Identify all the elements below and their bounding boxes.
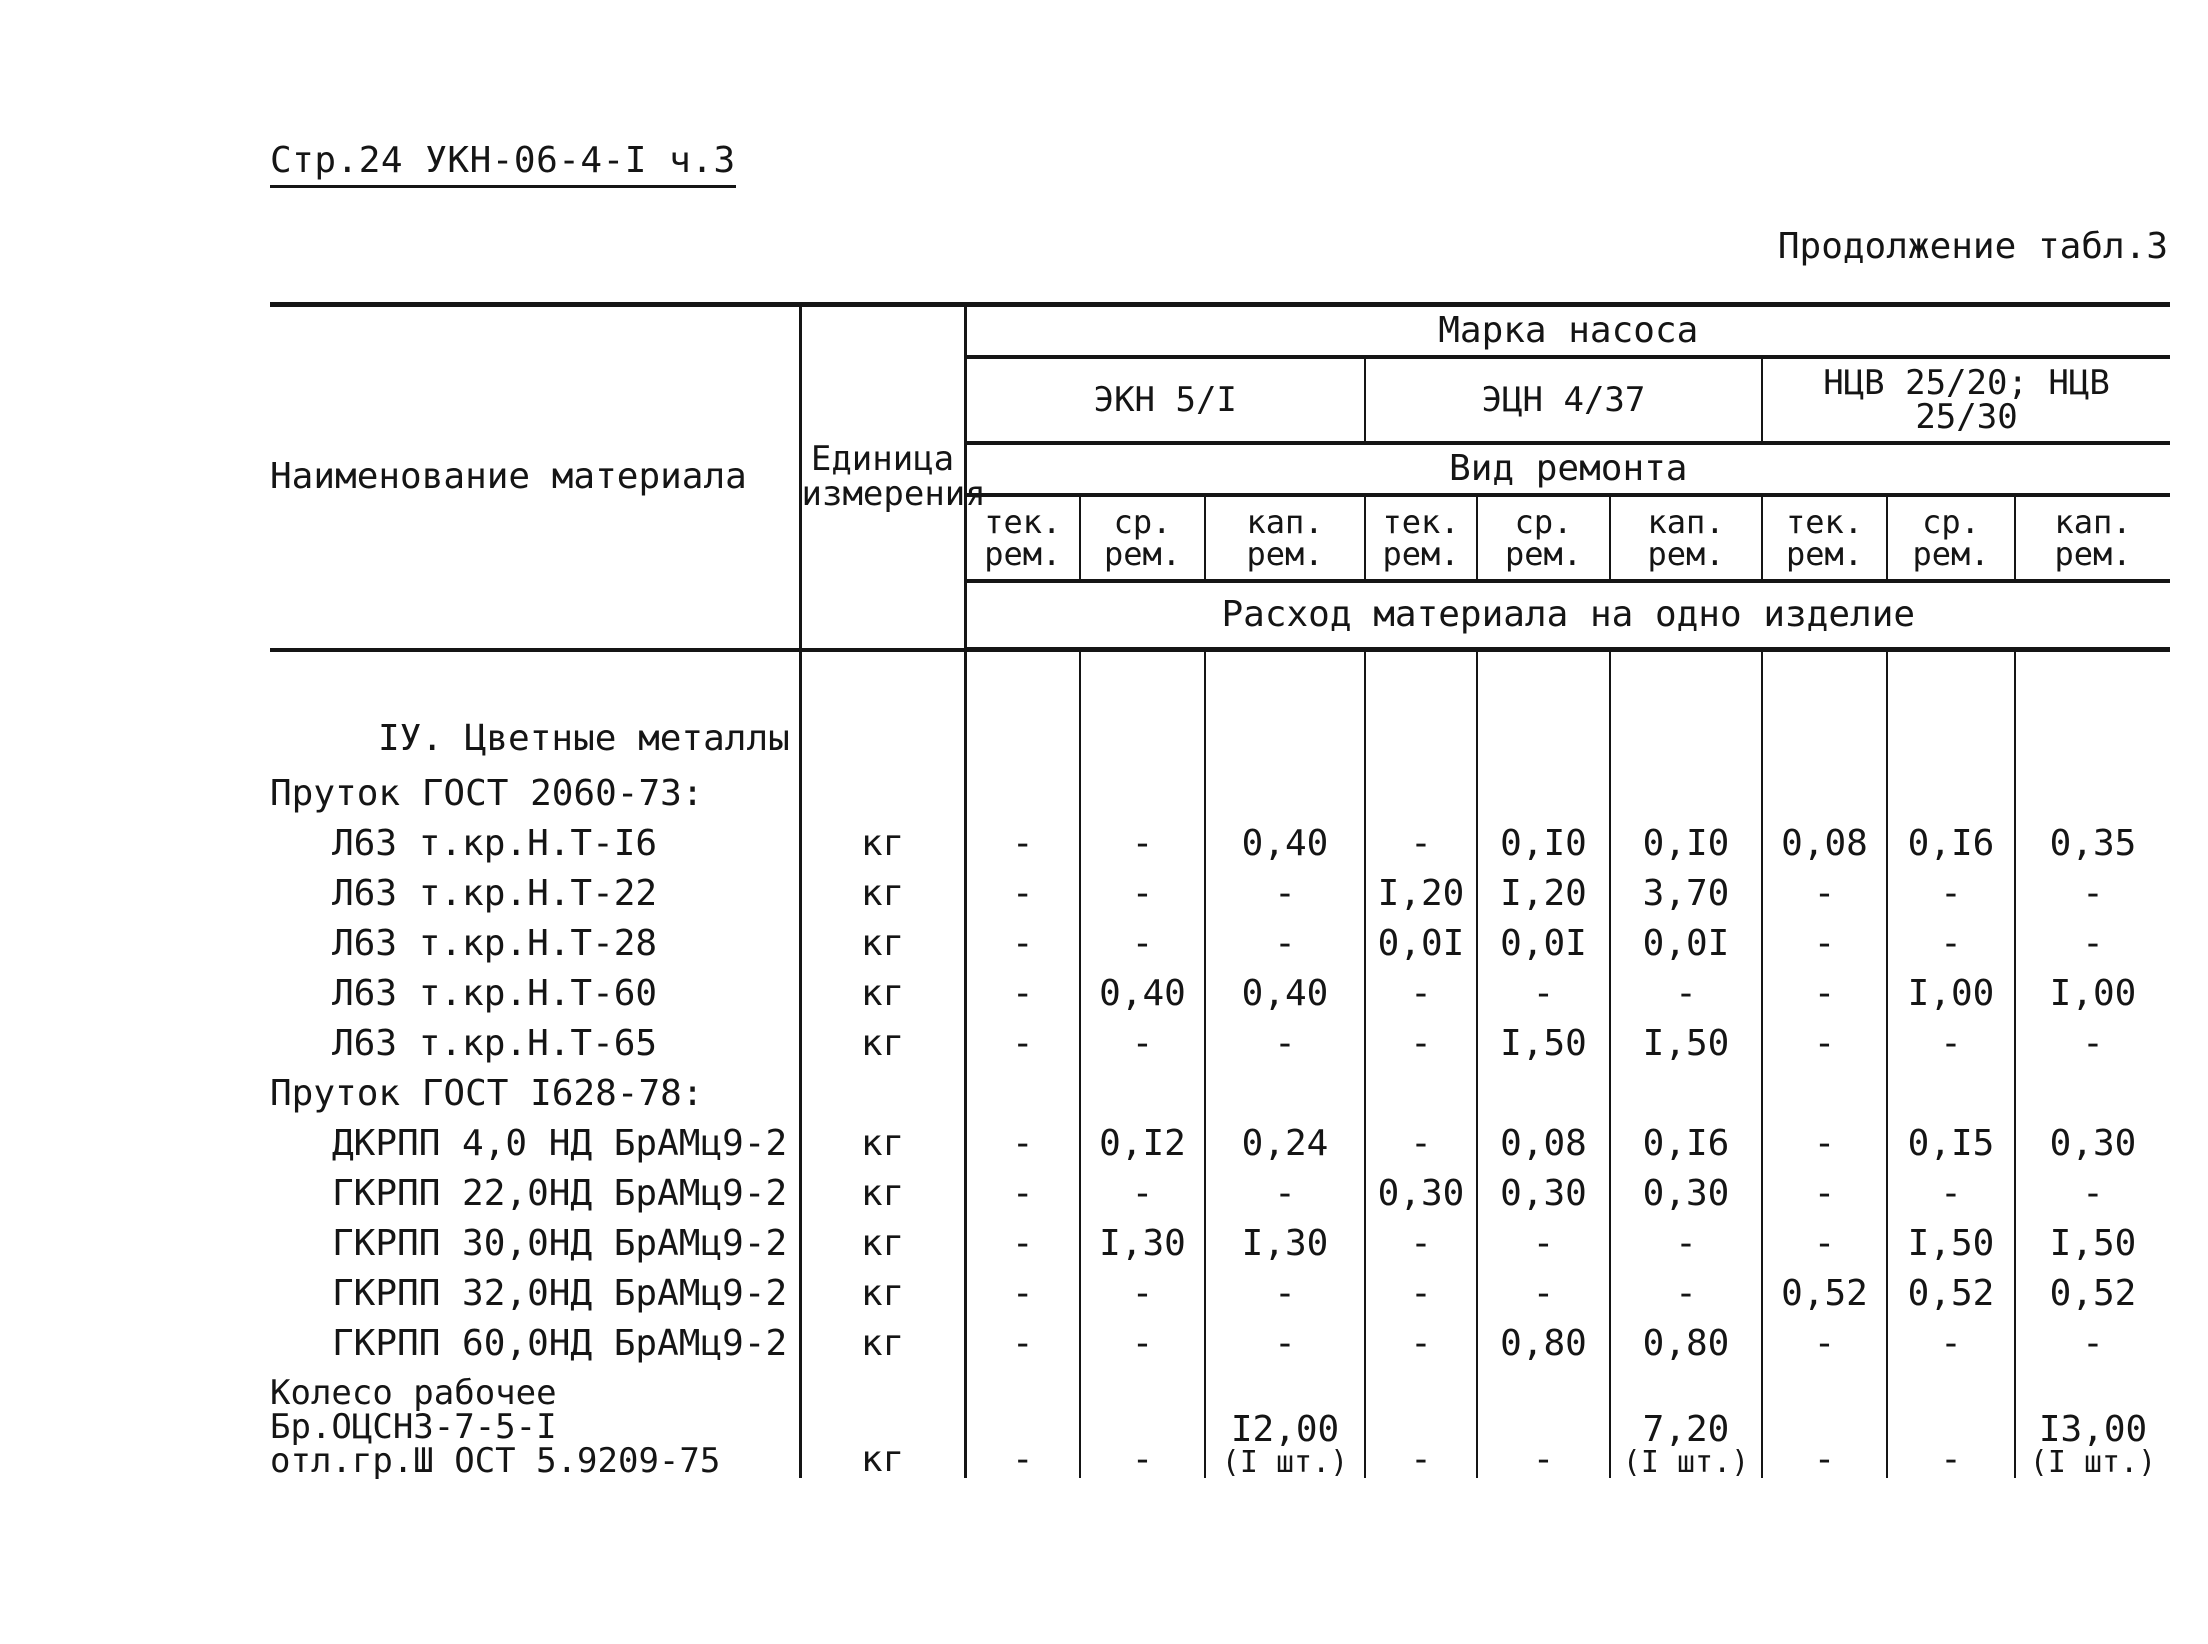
- value-text: -: [1410, 1439, 1432, 1480]
- value-cell: -: [1365, 1018, 1477, 1068]
- value-cell: -: [1365, 1218, 1477, 1268]
- value-text: -: [1131, 1439, 1154, 1480]
- material-name: [270, 650, 800, 709]
- value-text: -: [1813, 1439, 1836, 1480]
- repair-header: кап. рем.: [1205, 495, 1365, 581]
- value-cell: -: [1887, 1018, 2015, 1068]
- value-cell: 0,30: [2049, 1122, 2137, 1164]
- table-row: [270, 1168, 2170, 1218]
- value-cell: I,20: [1365, 868, 1477, 918]
- value-cell: 0,08: [1762, 818, 1887, 868]
- value-cell: -: [1080, 1268, 1205, 1318]
- value-cell: [1610, 1368, 1762, 1478]
- value-cell: -: [1365, 818, 1477, 868]
- material-name-text: ГКРПП 60,0НД БрАМц9-2: [332, 1322, 788, 1364]
- material-name-text: Л63 т.кр.Н.Т-60: [332, 972, 658, 1014]
- value-cell: [2015, 650, 2170, 709]
- value-cell: [1080, 1068, 1205, 1118]
- value-cell: [1080, 768, 1205, 818]
- table-row: [270, 1118, 2170, 1168]
- table-continuation-label: Продолжение табл.3: [1777, 226, 2168, 267]
- value-cell: -: [965, 1218, 1080, 1268]
- value-cell: -: [1365, 1318, 1477, 1368]
- value-cell: -: [2082, 1022, 2104, 1064]
- value-cell: -: [1610, 968, 1762, 1018]
- value-cell: [1477, 768, 1610, 818]
- value-cell: -: [1762, 968, 1887, 1018]
- unit-cell: кг: [800, 1318, 965, 1368]
- value-cell: -: [1762, 1318, 1887, 1368]
- value-cell: 0,0I: [1477, 918, 1610, 968]
- unit-cell: кг: [800, 1218, 965, 1268]
- value-cell: -: [1080, 818, 1205, 868]
- material-name: [270, 1318, 800, 1368]
- value-cell: [1365, 650, 1477, 709]
- value-cell: -: [2082, 1322, 2104, 1364]
- value-cell: [965, 650, 1080, 709]
- value-cell: -: [1365, 968, 1477, 1018]
- material-name-line: отл.гр.Ш ОСТ 5.9209-75: [270, 1441, 721, 1481]
- value-cell: I,50: [1477, 1018, 1610, 1068]
- table-row: [270, 1268, 2170, 1318]
- repair-header: тек. рем.: [1365, 495, 1477, 581]
- value-cell: [1080, 1368, 1205, 1478]
- value-cell: I,50: [1610, 1018, 1762, 1068]
- value-cell: -: [1477, 968, 1610, 1018]
- value-cell: [965, 708, 1080, 768]
- value-cell: -: [1365, 1118, 1477, 1168]
- value-cell: [1887, 1068, 2015, 1118]
- value-cell: -: [1762, 1218, 1887, 1268]
- repair-header: кап. рем.: [2015, 495, 2170, 581]
- value-cell: [1610, 650, 1762, 709]
- unit-cell: кг: [800, 968, 965, 1018]
- value-cell: 0,I2: [1080, 1118, 1205, 1168]
- value-cell: -: [1080, 1168, 1205, 1218]
- value-cell: 0,08: [1477, 1118, 1610, 1168]
- value-cell: [1365, 768, 1477, 818]
- unit-cell: кг: [800, 1368, 965, 1478]
- value-cell: -: [2082, 922, 2104, 964]
- value-cell: [965, 1368, 1080, 1478]
- value-cell: -: [1080, 1318, 1205, 1368]
- value-cell: [1477, 708, 1610, 768]
- value-cell: 0,I5: [1887, 1118, 2015, 1168]
- value-cell: 0,0I: [1365, 918, 1477, 968]
- value-cell: [1610, 708, 1762, 768]
- material-name: [270, 1218, 800, 1268]
- unit-cell: кг: [800, 1118, 965, 1168]
- table-row: [270, 1368, 2170, 1478]
- value-cell: [1762, 708, 1887, 768]
- material-name-text: Л63 т.кр.Н.Т-22: [332, 872, 658, 914]
- unit-cell: [800, 1068, 965, 1118]
- value-cell: 0,30: [1610, 1168, 1762, 1218]
- page-reference: Стр.24 УКН-06-4-I ч.3: [270, 140, 736, 188]
- value-cell: 0,80: [1610, 1318, 1762, 1368]
- value-cell: [1477, 1368, 1610, 1478]
- repair-header: тек. рем.: [1762, 495, 1887, 581]
- materials-table: [270, 302, 2170, 1481]
- value-cell: I,50: [2049, 1222, 2137, 1264]
- repair-header: ср. рем.: [1477, 495, 1610, 581]
- material-name: [270, 708, 800, 768]
- value-cell: -: [2082, 872, 2104, 914]
- value-cell: [2015, 768, 2170, 818]
- value-cell: -: [1887, 1168, 2015, 1218]
- value-cell: -: [1762, 1168, 1887, 1218]
- table-row: [270, 1068, 2170, 1118]
- table-row: [270, 1218, 2170, 1268]
- value-cell: [965, 1068, 1080, 1118]
- value-cell: I,50: [1887, 1218, 2015, 1268]
- material-name-text: ГКРПП 32,0НД БрАМц9-2: [332, 1272, 788, 1314]
- value-cell: [1080, 708, 1205, 768]
- pump-header-ekn: ЭКН 5/I: [965, 357, 1365, 443]
- value-cell: -: [965, 1168, 1080, 1218]
- value-cell: [1762, 650, 1887, 709]
- value-cell: [1610, 1068, 1762, 1118]
- material-name: [270, 1368, 800, 1481]
- value-cell: -: [2082, 1172, 2104, 1214]
- value-cell: -: [1205, 1018, 1365, 1068]
- value-cell: -: [1887, 918, 2015, 968]
- value-cell: 0,30: [1477, 1168, 1610, 1218]
- table-row: [270, 818, 2170, 868]
- value-cell: [1762, 1368, 1887, 1478]
- repair-header: ср. рем.: [1080, 495, 1205, 581]
- value-text: -: [1532, 1439, 1555, 1480]
- value-cell: -: [1205, 1268, 1365, 1318]
- value-cell: [2015, 1068, 2170, 1118]
- quantity-note: (I шт.): [1622, 1445, 1750, 1480]
- value-cell: 0,I6: [1887, 818, 2015, 868]
- value-cell: [1205, 1068, 1365, 1118]
- section-title: IУ. Цветные металлы: [378, 717, 790, 759]
- table-row: [270, 1018, 2170, 1068]
- value-cell: 0,I0: [1477, 818, 1610, 868]
- value-cell: I,20: [1477, 868, 1610, 918]
- unit-cell: кг: [800, 868, 965, 918]
- material-name-text: ДКРПП 4,0 НД БрАМц9-2: [332, 1122, 788, 1164]
- value-cell: -: [1080, 918, 1205, 968]
- material-name: [270, 1118, 800, 1168]
- material-name-text: Л63 т.кр.Н.Т-28: [332, 922, 658, 964]
- value-cell: [1477, 1068, 1610, 1118]
- value-cell: -: [965, 918, 1080, 968]
- value-cell: -: [1477, 1268, 1610, 1318]
- value-cell: -: [1477, 1218, 1610, 1268]
- repair-header: кап. рем.: [1610, 495, 1762, 581]
- material-name: [270, 968, 800, 1018]
- value-cell: [1887, 768, 2015, 818]
- material-name: [270, 818, 800, 868]
- value-cell: [1477, 650, 1610, 709]
- value-cell: -: [965, 818, 1080, 868]
- value-cell: [1205, 768, 1365, 818]
- value-cell: -: [965, 868, 1080, 918]
- unit-cell: кг: [800, 918, 965, 968]
- value-cell: 3,70: [1610, 868, 1762, 918]
- quantity-note: (I шт.): [2029, 1445, 2157, 1480]
- value-cell: -: [1762, 868, 1887, 918]
- value-text: I3,00: [2038, 1409, 2148, 1450]
- group-header-pump: Марка насоса: [965, 305, 2170, 358]
- value-cell: 0,24: [1205, 1118, 1365, 1168]
- value-text: -: [1940, 1439, 1962, 1480]
- pump-header-ecn: ЭЦН 4/37: [1365, 357, 1762, 443]
- value-cell: [1365, 1068, 1477, 1118]
- value-cell: -: [1610, 1268, 1762, 1318]
- group-header-repair: Вид ремонта: [965, 443, 2170, 495]
- value-cell: -: [1205, 868, 1365, 918]
- value-cell: [1205, 708, 1365, 768]
- value-cell: [1762, 1068, 1887, 1118]
- material-name: [270, 1268, 800, 1318]
- value-cell: -: [965, 1018, 1080, 1068]
- table-row: [270, 708, 2170, 768]
- value-cell: -: [1887, 868, 2015, 918]
- unit-cell: [800, 650, 965, 709]
- value-cell: [1205, 1368, 1365, 1478]
- material-name-text: ГКРПП 22,0НД БрАМц9-2: [332, 1172, 788, 1214]
- value-cell: [1080, 650, 1205, 709]
- material-name: [270, 1168, 800, 1218]
- table-row: [270, 1318, 2170, 1368]
- value-cell: -: [1205, 918, 1365, 968]
- unit-cell: [800, 708, 965, 768]
- unit-cell: [800, 768, 965, 818]
- value-cell: I,30: [1080, 1218, 1205, 1268]
- unit-cell: кг: [800, 1268, 965, 1318]
- material-name-text: Л63 т.кр.Н.Т-I6: [332, 822, 658, 864]
- material-name: [270, 918, 800, 968]
- value-cell: [1887, 650, 2015, 709]
- repair-header: тек. рем.: [965, 495, 1080, 581]
- value-cell: [1365, 708, 1477, 768]
- value-cell: 0,52: [1762, 1268, 1887, 1318]
- group-title: Пруток ГОСТ I628-78:: [270, 1068, 800, 1118]
- value-cell: -: [1762, 918, 1887, 968]
- value-cell: -: [1762, 1118, 1887, 1168]
- pump-header-ncv: НЦВ 25/20; НЦВ 25/30: [1762, 357, 2170, 443]
- value-cell: [1887, 708, 2015, 768]
- repair-header: ср. рем.: [1887, 495, 2015, 581]
- material-name: [270, 868, 800, 918]
- value-cell: [2015, 1368, 2170, 1478]
- value-cell: [1205, 650, 1365, 709]
- material-name: [270, 1018, 800, 1068]
- value-cell: I,30: [1205, 1218, 1365, 1268]
- value-cell: I,00: [1887, 968, 2015, 1018]
- value-cell: [1887, 1368, 2015, 1478]
- group-title: Пруток ГОСТ 2060-73:: [270, 768, 800, 818]
- value-cell: [1365, 1368, 1477, 1478]
- quantity-note: (I шт.): [1221, 1445, 1349, 1480]
- value-cell: I,00: [2049, 972, 2137, 1014]
- value-cell: 0,40: [1205, 968, 1365, 1018]
- value-cell: [1610, 768, 1762, 818]
- value-cell: 0,52: [2049, 1272, 2137, 1314]
- value-cell: 0,80: [1477, 1318, 1610, 1368]
- material-name-line: Колесо рабочее: [270, 1373, 557, 1413]
- value-cell: -: [1365, 1268, 1477, 1318]
- table-row: [270, 650, 2170, 709]
- table-row: [270, 768, 2170, 818]
- value-cell: -: [1080, 868, 1205, 918]
- value-cell: 0,I6: [1610, 1118, 1762, 1168]
- value-cell: 0,52: [1887, 1268, 2015, 1318]
- value-cell: -: [1205, 1168, 1365, 1218]
- value-cell: -: [1887, 1318, 2015, 1368]
- value-text: 7,20: [1642, 1409, 1730, 1450]
- value-cell: 0,30: [1365, 1168, 1477, 1218]
- value-cell: -: [1762, 1018, 1887, 1068]
- value-cell: 0,I0: [1610, 818, 1762, 868]
- column-header-material: Наименование материала: [270, 305, 800, 650]
- value-cell: -: [1205, 1318, 1365, 1368]
- unit-cell: кг: [800, 818, 965, 868]
- table-row: [270, 918, 2170, 968]
- value-cell: 0,35: [2049, 822, 2137, 864]
- value-cell: 0,0I: [1610, 918, 1762, 968]
- table-row: [270, 968, 2170, 1018]
- value-text: I2,00: [1230, 1409, 1340, 1450]
- unit-cell: кг: [800, 1168, 965, 1218]
- value-cell: -: [965, 1318, 1080, 1368]
- value-cell: -: [1080, 1018, 1205, 1068]
- value-cell: [965, 768, 1080, 818]
- material-name-text: ГКРПП 30,0НД БрАМц9-2: [332, 1222, 788, 1264]
- table-row: [270, 868, 2170, 918]
- value-cell: -: [1610, 1218, 1762, 1268]
- value-text: -: [1011, 1439, 1034, 1480]
- value-cell: -: [965, 1118, 1080, 1168]
- value-cell: 0,40: [1080, 968, 1205, 1018]
- column-header-unit: Единица измерения: [800, 305, 965, 650]
- value-cell: -: [965, 968, 1080, 1018]
- unit-cell: кг: [800, 1018, 965, 1068]
- value-cell: 0,40: [1205, 818, 1365, 868]
- material-name-text: Л63 т.кр.Н.Т-65: [332, 1022, 658, 1064]
- value-cell: -: [965, 1268, 1080, 1318]
- value-cell: [1762, 768, 1887, 818]
- material-name-line: Бр.ОЦСН3-7-5-I: [270, 1407, 557, 1447]
- consumption-header: Расход материала на одно изделие: [965, 581, 2170, 650]
- value-cell: [2015, 708, 2170, 768]
